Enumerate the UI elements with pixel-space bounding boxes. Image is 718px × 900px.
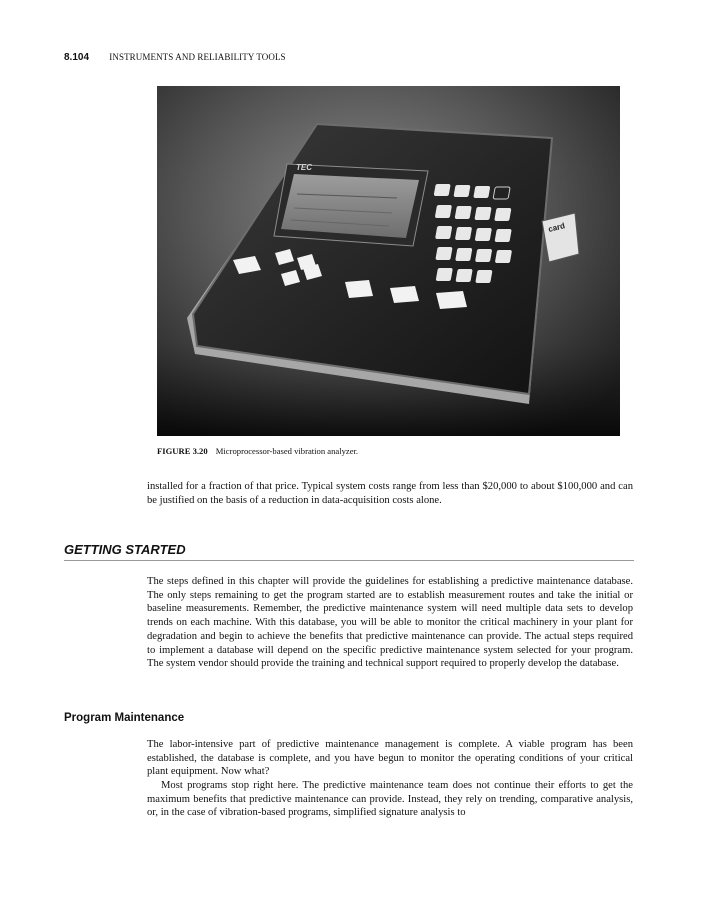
memory-card (542, 213, 579, 262)
lcd-screen (281, 174, 419, 238)
page-header (64, 52, 286, 63)
section-paragraph: The steps defined in this chapter will provide the guidelines for establishing a predictive maintenance database. The only steps remaining to get the program started are to establish measurement routes and take the initial or baseline measurements. Remember, the predictive maintenance system will need multiple data sets to develop trends on each machine. With this database, you will be able to monitor the critical machinery in your plant for degradation and begin to achieve the benefits that predictive maintenance can provide. The actual steps required to implement a database will depend on the specific predictive maintenance system selected for your program. The system vendor should provide the training and technical support required to properly develop the database. (147, 576, 633, 670)
subsection-heading: Program Maintenance (64, 712, 185, 724)
figure-label: FIGURE 3.20 (157, 446, 208, 456)
intro-paragraph: installed for a fraction of that price. Typical system costs range from less than $20,000 to about $100,000 and can be justified on the basis of a reduction in data-acquisition costs alone. (147, 481, 633, 506)
subsection-paragraph-2: Most programs stop right here. The predictive maintenance team does not continue their efforts to get the maximum benefits that predictive maintenance can provide. Instead, they rely on trending, comparative analysis, or, in the case of vibration-based programs, simplified signature analysis to (147, 780, 633, 819)
page-number: 8.104 (64, 52, 90, 63)
running-title: INSTRUMENTS AND RELIABILITY TOOLS (109, 52, 286, 62)
section-heading: GETTING STARTED (64, 542, 634, 561)
figure-caption (157, 446, 358, 456)
card-label: card (547, 221, 566, 234)
screen-brand: TEC (296, 163, 312, 172)
figure-caption-text: Microprocessor-based vibration analyzer. (215, 446, 359, 456)
vibration-analyzer-photo (157, 86, 620, 436)
subsection-paragraph-1: The labor-intensive part of predictive maintenance management is complete. A viable program has been established, the database is complete, and you have begun to monitor the operating conditions of your critical plant equipment. Now what? (147, 739, 633, 778)
